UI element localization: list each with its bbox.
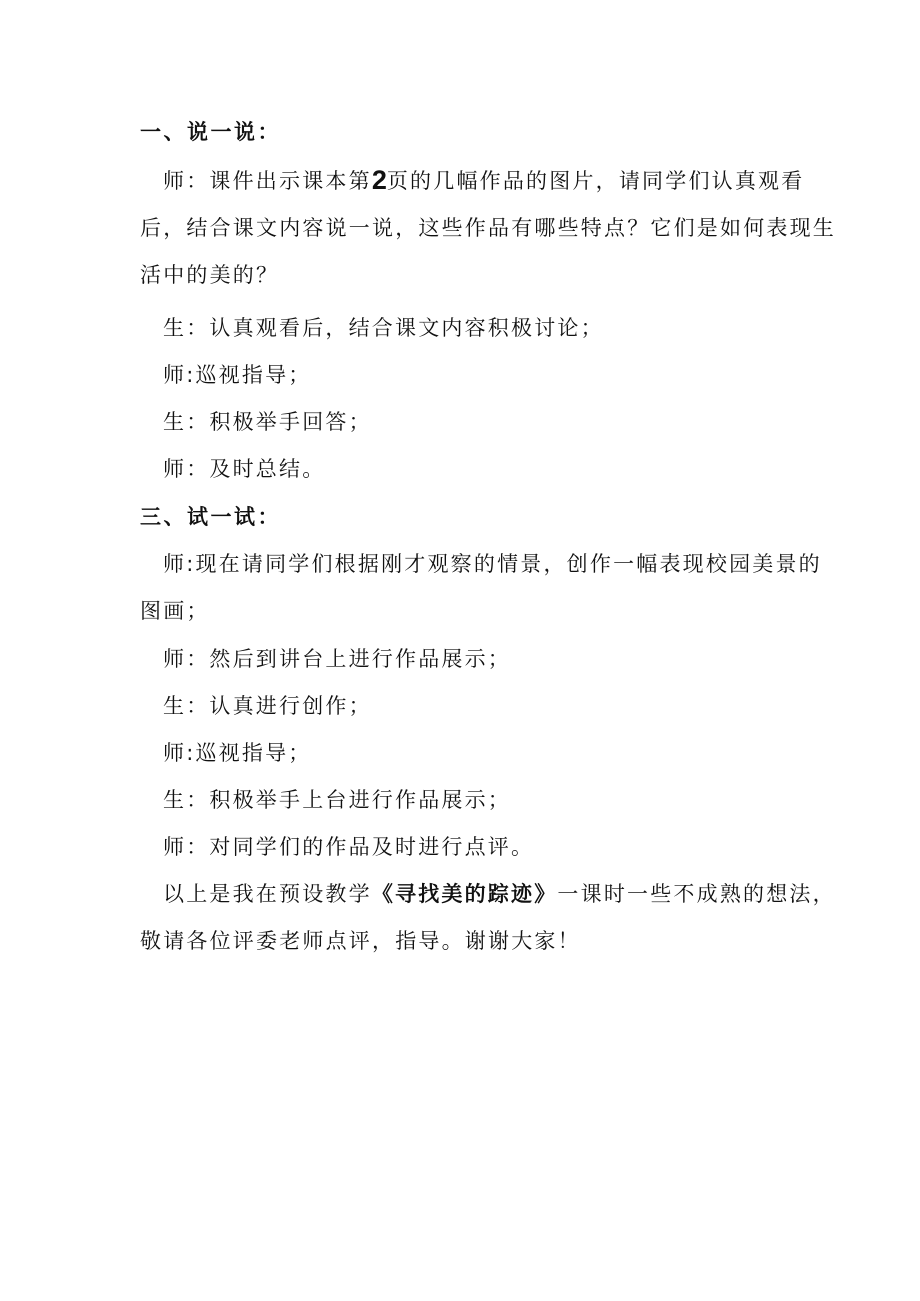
list-item: 师：对同学们的作品及时进行点评。 [163, 835, 535, 859]
list-item: 师：然后到讲台上进行作品展示； [163, 647, 511, 671]
text-span: 页的几幅作品的图片，请同学们认真观看 [386, 169, 805, 193]
paragraph-line: 活中的美的？ [140, 263, 280, 287]
list-item: 师:巡视指导； [163, 363, 312, 387]
paragraph-line [163, 166, 804, 195]
paragraph-line: 图画； [140, 599, 210, 623]
list-item: 生：积极举手回答； [163, 410, 372, 434]
section-heading-3: 三、试一试： [140, 505, 281, 529]
list-item: 生：积极举手上台进行作品展示； [163, 788, 511, 812]
paragraph-line: 师:现在请同学们根据刚才观察的情景，创作一幅表现校园美景的 [163, 552, 822, 576]
page-number: 2 [371, 165, 387, 195]
text-span: 以上是我在预设教学 [163, 882, 372, 906]
closing-line: 敬请各位评委老师点评，指导。谢谢大家！ [140, 929, 581, 953]
list-item: 生：认真观看后，结合课文内容积极讨论； [163, 316, 604, 340]
lesson-title: 《寻找美的踪迹》 [371, 882, 558, 906]
list-item: 师：及时总结。 [163, 457, 326, 481]
list-item: 师:巡视指导； [163, 741, 312, 765]
text-span: 一课时一些不成熟的想法， [557, 882, 836, 906]
list-item: 生：认真进行创作； [163, 694, 372, 718]
closing-line [163, 880, 836, 908]
section-heading-1: 一、说一说： [140, 120, 281, 144]
paragraph-line: 后，结合课文内容说一说，这些作品有哪些特点？它们是如何表现生 [140, 216, 836, 240]
text-span: 师：课件出示课本第 [163, 169, 372, 193]
